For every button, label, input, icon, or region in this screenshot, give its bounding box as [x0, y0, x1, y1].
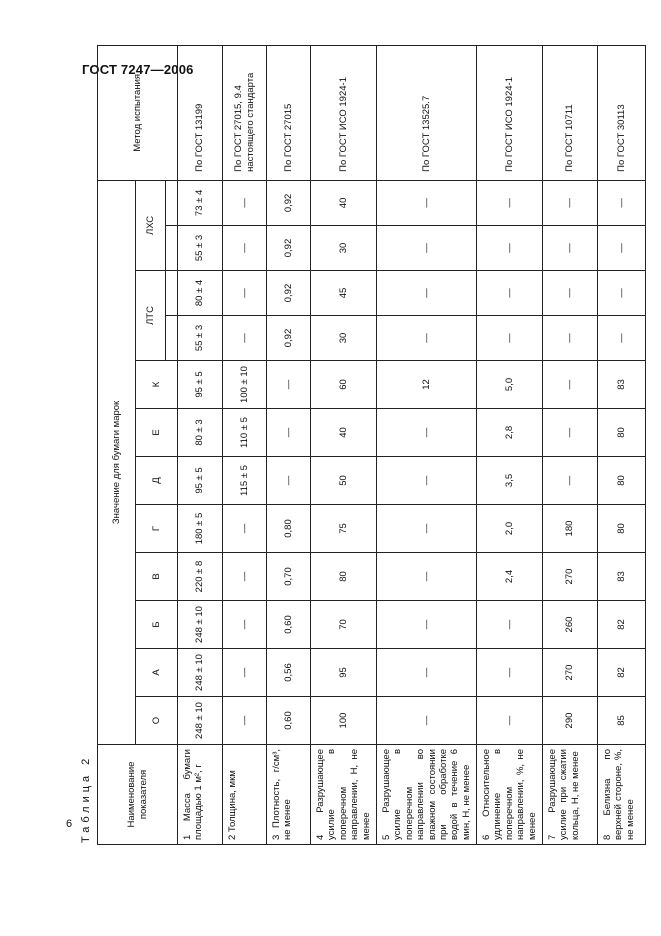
- row-name: 1 Масса бумаги площадью 1 м², г: [178, 745, 223, 845]
- value-cell: —: [376, 180, 476, 225]
- values-group-header: Значение для бумаги марок: [98, 180, 136, 744]
- method-cell: По ГОСТ 13525.7: [376, 45, 476, 180]
- value-cell: —: [267, 361, 311, 409]
- value-cell: 73 ± 4: [178, 180, 223, 225]
- grade-header: А: [136, 649, 178, 697]
- value-cell: —: [598, 180, 646, 225]
- value-cell: 110 ± 5: [223, 409, 267, 457]
- value-cell: —: [223, 271, 267, 316]
- table-row: [598, 45, 646, 844]
- value-cell: —: [598, 226, 646, 271]
- value-cell: 0,80: [267, 505, 311, 553]
- value-cell: —: [543, 409, 598, 457]
- value-cell: 0,60: [267, 601, 311, 649]
- table-caption: Таблица 2: [80, 754, 92, 843]
- value-cell: 83: [598, 361, 646, 409]
- value-cell: —: [376, 226, 476, 271]
- method-header: Метод испытания: [98, 45, 178, 180]
- value-cell: 180: [543, 505, 598, 553]
- value-cell: 100: [311, 697, 377, 745]
- value-cell: —: [376, 271, 476, 316]
- value-cell: 220 ± 8: [178, 553, 223, 601]
- table-row: [376, 45, 476, 844]
- value-cell: —: [477, 271, 543, 316]
- table-row: [267, 45, 311, 844]
- table-row: [477, 45, 543, 844]
- value-cell: —: [267, 409, 311, 457]
- value-cell: —: [376, 649, 476, 697]
- value-cell: —: [223, 505, 267, 553]
- value-cell: 5,0: [477, 361, 543, 409]
- value-cell: —: [223, 601, 267, 649]
- value-cell: —: [598, 316, 646, 361]
- value-cell: —: [376, 316, 476, 361]
- value-cell: —: [477, 226, 543, 271]
- value-cell: —: [543, 457, 598, 505]
- value-cell: 12: [376, 361, 476, 409]
- grade-header: Е: [136, 409, 178, 457]
- grade-header: Д: [136, 457, 178, 505]
- value-cell: 70: [311, 601, 377, 649]
- value-cell: —: [376, 457, 476, 505]
- value-cell: 80: [598, 457, 646, 505]
- value-cell: 0,92: [267, 180, 311, 225]
- value-cell: —: [376, 409, 476, 457]
- value-cell: 80: [311, 553, 377, 601]
- value-cell: 80: [598, 409, 646, 457]
- value-cell: 40: [311, 180, 377, 225]
- value-cell: 40: [311, 409, 377, 457]
- value-cell: —: [477, 649, 543, 697]
- grade-header: ЛХС: [136, 180, 166, 270]
- value-cell: —: [543, 361, 598, 409]
- value-cell: 95: [311, 649, 377, 697]
- value-cell: 2,0: [477, 505, 543, 553]
- value-cell: —: [223, 697, 267, 745]
- row-name: 4 Разрушающее усилие в поперечном направлении, Н, не менее: [311, 745, 377, 845]
- grade-header: Б: [136, 601, 178, 649]
- value-cell: 0,70: [267, 553, 311, 601]
- value-cell: —: [267, 457, 311, 505]
- value-cell: 100 ± 10: [223, 361, 267, 409]
- value-cell: 2,4: [477, 553, 543, 601]
- value-cell: 55 ± 3: [178, 226, 223, 271]
- table-row: [543, 45, 598, 844]
- value-cell: —: [477, 316, 543, 361]
- value-cell: —: [598, 271, 646, 316]
- row-name: 3 Плотность, г/см³, не менее: [267, 745, 311, 845]
- row-name: 8 Белизна по верхней стороне, %, не менее: [598, 745, 646, 845]
- method-cell: По ГОСТ 27015: [267, 45, 311, 180]
- grade-header: К: [136, 361, 178, 409]
- value-cell: 2,8: [477, 409, 543, 457]
- document-header: ГОСТ 7247—2006: [82, 62, 194, 77]
- value-cell: —: [223, 316, 267, 361]
- value-cell: —: [477, 697, 543, 745]
- value-cell: —: [376, 505, 476, 553]
- value-cell: 30: [311, 226, 377, 271]
- value-cell: 95 ± 5: [178, 361, 223, 409]
- value-cell: —: [376, 601, 476, 649]
- grades-table: [97, 45, 646, 845]
- value-cell: 75: [311, 505, 377, 553]
- row-name: 6 Относительное удлинение в поперечном направлении, %, не менее: [477, 745, 543, 845]
- value-cell: 180 ± 5: [178, 505, 223, 553]
- value-cell: —: [376, 553, 476, 601]
- grade-header: В: [136, 553, 178, 601]
- grade-header: О: [136, 697, 178, 745]
- value-cell: 82: [598, 601, 646, 649]
- value-cell: 0,92: [267, 316, 311, 361]
- value-cell: —: [223, 226, 267, 271]
- value-cell: 270: [543, 553, 598, 601]
- value-cell: 290: [543, 697, 598, 745]
- value-cell: —: [376, 697, 476, 745]
- row-name: 2 Толщина, мкм: [223, 745, 267, 845]
- value-cell: 85: [598, 697, 646, 745]
- value-cell: 3,5: [477, 457, 543, 505]
- value-cell: 248 ± 10: [178, 649, 223, 697]
- value-cell: 95 ± 5: [178, 457, 223, 505]
- value-cell: —: [543, 316, 598, 361]
- value-cell: 248 ± 10: [178, 601, 223, 649]
- method-cell: По ГОСТ 27015, 9.4 настоящего стандарта: [223, 45, 267, 180]
- value-cell: 80: [598, 505, 646, 553]
- value-cell: 115 ± 5: [223, 457, 267, 505]
- value-cell: 55 ± 3: [178, 316, 223, 361]
- value-cell: —: [477, 180, 543, 225]
- value-cell: 270: [543, 649, 598, 697]
- value-cell: —: [223, 180, 267, 225]
- value-cell: 0,56: [267, 649, 311, 697]
- value-cell: 82: [598, 649, 646, 697]
- value-cell: 248 ± 10: [178, 697, 223, 745]
- value-cell: —: [543, 271, 598, 316]
- value-cell: —: [543, 180, 598, 225]
- method-cell: По ГОСТ 10711: [543, 45, 598, 180]
- value-cell: 0,60: [267, 697, 311, 745]
- row-name: 5 Разрушающее усилие в поперечном направлении во влажном состоянии при обработке водой в течение 6 мин, Н, не менее: [376, 745, 476, 845]
- grade-header: Г: [136, 505, 178, 553]
- value-cell: 80 ± 3: [178, 409, 223, 457]
- rotated-table-container: [97, 72, 636, 845]
- value-cell: —: [543, 226, 598, 271]
- value-cell: 260: [543, 601, 598, 649]
- value-cell: 0,92: [267, 226, 311, 271]
- row-name: 7 Разрушающее усилие при сжатии кольца, Н, не менее: [543, 745, 598, 845]
- value-cell: 45: [311, 271, 377, 316]
- method-cell: По ГОСТ ИСО 1924-1: [311, 45, 377, 180]
- value-cell: 60: [311, 361, 377, 409]
- grade-header: ЛТС: [136, 271, 166, 361]
- value-cell: —: [223, 553, 267, 601]
- value-cell: 50: [311, 457, 377, 505]
- value-cell: —: [477, 601, 543, 649]
- table-row: [178, 45, 223, 844]
- value-cell: 83: [598, 553, 646, 601]
- col-name-header: Наименование показателя: [98, 745, 178, 845]
- value-cell: 0,92: [267, 271, 311, 316]
- value-cell: 30: [311, 316, 377, 361]
- method-cell: По ГОСТ 13199: [178, 45, 223, 180]
- table-row: [223, 45, 267, 844]
- page-number: 6: [66, 818, 73, 830]
- table-row: [311, 45, 377, 844]
- value-cell: —: [223, 649, 267, 697]
- method-cell: По ГОСТ ИСО 1924-1: [477, 45, 543, 180]
- method-cell: По ГОСТ 30113: [598, 45, 646, 180]
- value-cell: 80 ± 4: [178, 271, 223, 316]
- table-header-row: [98, 45, 136, 844]
